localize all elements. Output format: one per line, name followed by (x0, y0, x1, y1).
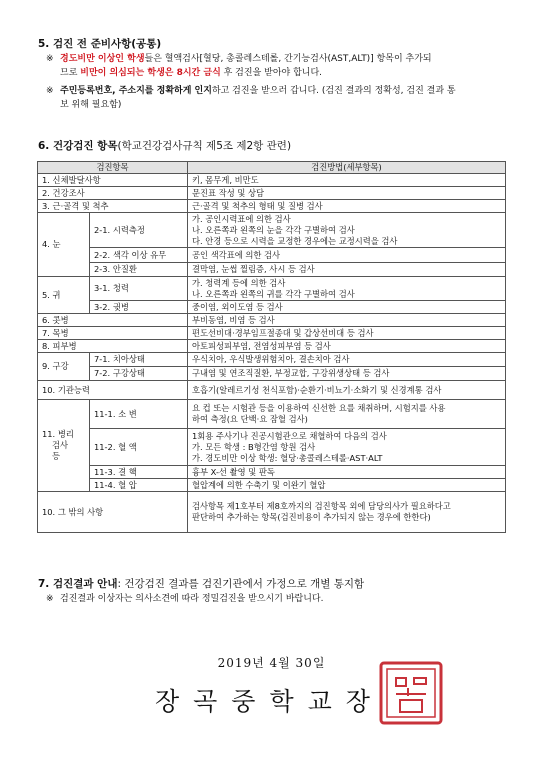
table-row: 11-4. 혈 압 혈압계에 의한 수축기 및 이완기 혈압 (38, 479, 506, 492)
table-row: 3-2. 귓병 중이염, 외이도염 등 검사 (38, 301, 506, 314)
table-row: 2-3. 안질환 결막염, 눈썹 찔림증, 사시 등 검사 (38, 263, 506, 277)
table-row: 1. 신체발달사항 키, 몸무게, 비만도 (38, 174, 506, 187)
table-row: 10. 기관능력 호흡기(알레르기성 천식포함)·순환기·비뇨기·소화기 및 신경계통 검사 (38, 381, 506, 400)
table-row: 11-2. 혈 액 1회용 주사기나 진공시험관으로 채혈하여 다음의 검사 가. 모든 학생 : B형간염 항원 검사 가. 경도비만 이상 학생: 혈당·총콜레스테롤·AST·ALT (38, 429, 506, 466)
table-row: 3. 근·골격 및 척추 근·골격 및 척추의 형태 및 질병 검사 (38, 200, 506, 213)
table-row: 5. 귀 3-1. 청력 가. 청력계 등에 의한 검사 나. 오른쪽과 왼쪽의 귀를 각각 구별하여 검사 (38, 277, 506, 301)
table-row: 7. 목병 편도선비대·경부임프절종대 및 갑상선비대 등 검사 (38, 327, 506, 340)
id-notice: ※ 주민등록번호, 주소지를 정확하게 인지하고 검진을 받으러 갑니다. (검진 결과의 정확성, 검진 결과 통 보 위해 필요함) (46, 86, 456, 110)
section-5-title: 5. 검진 전 준비사항(공통) (38, 38, 162, 50)
header-method: 검진방법(세부항목) (188, 162, 506, 174)
table-row: 4. 눈 2-1. 시력측정 가. 공인시력표에 의한 검사 나. 오른쪽과 왼쪽의 눈을 각각 구별하여 검사 다. 안경 등으로 시력을 교정한 경우에는 교정시력을 검사 (38, 213, 506, 248)
table-row: 9. 구강 7-1. 치아상태 우식치아, 우식발생위험치아, 결손치아 검사 (38, 353, 506, 367)
section-6-title: 6. 건강검진 항목(학교건강검사규칙 제5조 제2항 관련) (38, 140, 292, 152)
table-row: 2-2. 색각 이상 유무 공인 색각표에 의한 검사 (38, 248, 506, 263)
table-row: 7-2. 구강상태 구내염 및 연조직질환, 부정교합, 구강위생상태 등 검사 (38, 367, 506, 381)
section-7-title: 7. 검진결과 안내: 건강검진 결과를 검진기관에서 가정으로 개별 통지함 (38, 578, 365, 590)
table-row: 6. 콧병 부비동염, 비염 등 검사 (38, 314, 506, 327)
result-notice: ※ 검진결과 이상자는 의사소견에 따라 정밀검진을 받으시기 바랍니다. (46, 594, 324, 604)
table-row: 8. 피부병 아토피성피부염, 전염성피부염 등 검사 (38, 340, 506, 353)
table-row: 10. 그 밖의 사항 검사항목 제1호부터 제8호까지의 검진항목 외에 담당의사가 필요하다고 판단하여 추가하는 항목(검진비용이 추가되지 않는 경우에 한한다) (38, 492, 506, 533)
issue-date: 2019년 4월 30일 (217, 656, 326, 670)
table-row: 11. 병리 검사 등 11-1. 소 변 요 컵 또는 시험관 등을 이용하여 신선한 요를 채취하며, 시험지를 사용 하여 측정(요 단백·요 잠혈 검사) (38, 400, 506, 429)
official-seal-icon (378, 660, 444, 726)
health-exam-table (37, 161, 506, 533)
fasting-highlight: 비만이 의심되는 학생은 8시간 금식 (80, 68, 221, 78)
school-principal-name: 장곡중학교장 (155, 687, 384, 716)
table-header-row (38, 162, 506, 174)
header-item: 검진항목 (38, 162, 188, 174)
table-row: 11-3. 결 핵 흉부 X-선 촬영 및 판독 (38, 466, 506, 479)
table-row: 2. 건강조사 문진표 작성 및 상담 (38, 187, 506, 200)
fasting-notice: ※ 경도비만 이상인 학생들은 혈액검사[혈당, 총콜레스테롤, 간기능검사(AST,ALT)] 항목이 추가되 므로 비만이 의심되는 학생은 8시간 금식 후 검진을 받아야 합니다. (46, 54, 432, 78)
seal-glyphs (396, 678, 426, 712)
obesity-highlight: 경도비만 이상인 학생 (60, 54, 145, 64)
